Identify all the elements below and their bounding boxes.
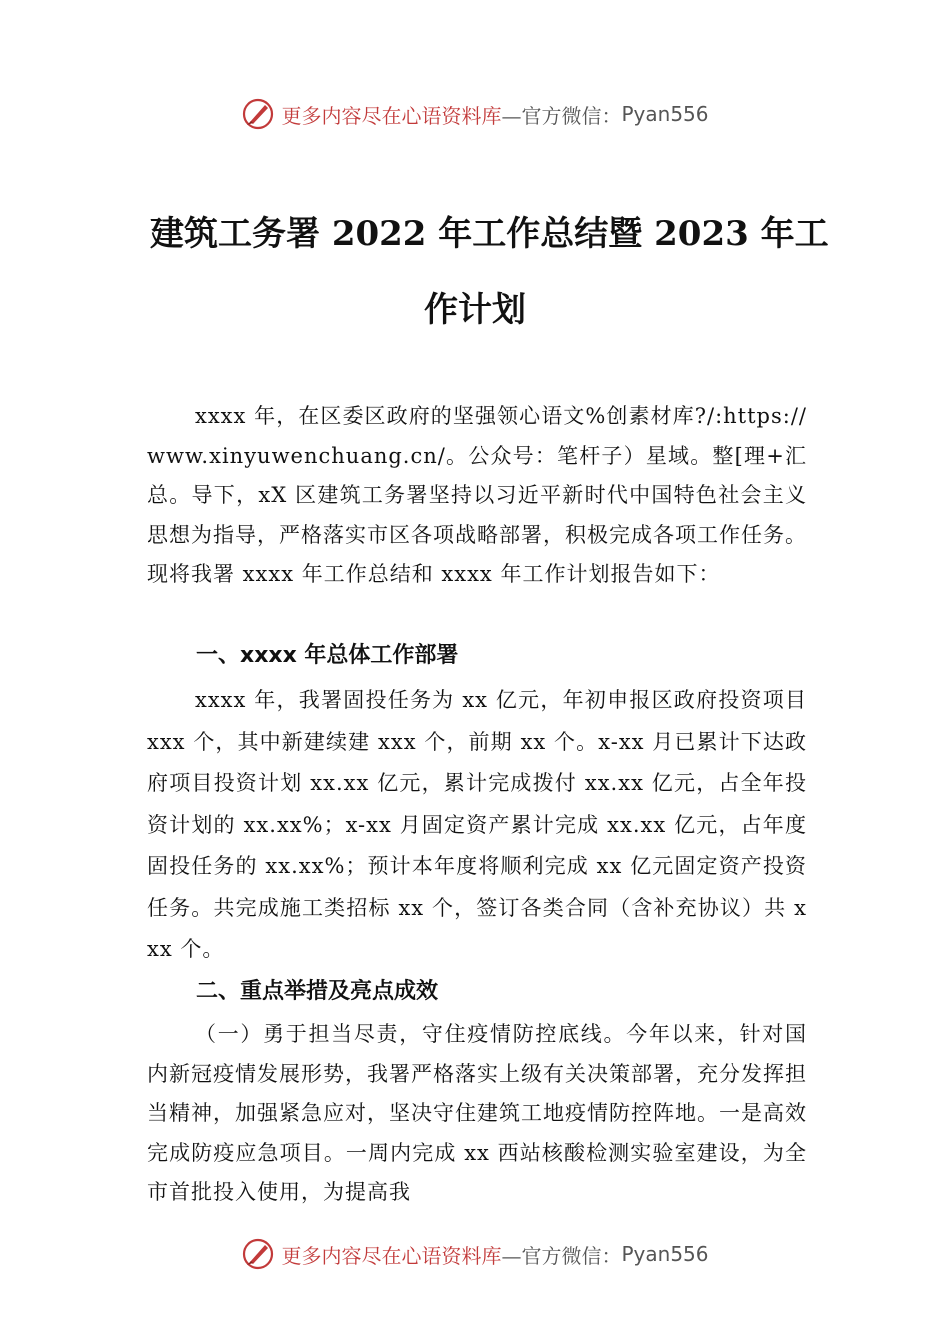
banner-wechat-id: Pyan556 (621, 1242, 709, 1266)
header-banner (0, 94, 950, 134)
banner-wechat-label: —官方微信： (501, 1243, 622, 1268)
banner-wechat-label: —官方微信： (501, 103, 622, 128)
intro-paragraph: xxxx 年，在区委区政府的坚强领心语文%创素材库?/:https://www.xinyuwenchuang.cn/。公众号：笔杆子）星域。整[理+汇总。导下，xX 区建筑工务署坚持以习近平新时代中国特色社会主义思想为指导，严格落实市区各项战略部署，积极完成各项工作任务。现将我署 xxxx 年工作总结和 xxxx 年工作计划报告如下： (147, 404, 807, 586)
banner-wechat-id: Pyan556 (621, 102, 709, 126)
pen-circle-logo-icon (241, 97, 275, 131)
section-1-heading: 一、xxxx 年总体工作部署 (196, 643, 459, 668)
document-title-line-1: 建筑工务署 2022 年工作总结暨 2023 年工 (150, 214, 829, 254)
section-2-paragraph: （一）勇于担当尽责，守住疫情防控底线。今年以来，针对国内新冠疫情发展形势，我署严格落实上级有关决策部署，充分发挥担当精神，加强紧急应对，坚决守住建筑工地疫情防控阵地。一是高效完成防疫应急项目。一周内完成 xx 西站核酸检测实验室建设，为全市首批投入使用，为提高我 (147, 1022, 807, 1204)
banner-brand-text: 更多内容尽在心语资料库 (281, 1243, 502, 1268)
pen-circle-logo-icon (241, 1237, 275, 1271)
section-1-paragraph: xxxx 年，我署固投任务为 xx 亿元，年初申报区政府投资项目 xxx 个，其中新建续建 xxx 个，前期 xx 个。x-xx 月已累计下达政府项目投资计划 xx.xx 亿元，累计完成拨付 xx.xx 亿元，占全年投资计划的 xx.xx%；x-xx 月固定资产累计完成 xx.xx 亿元，占年度固投任务的 xx.xx%；预计本年度将顺利完成 xx 亿元固定资产投资任务。共完成施工类招标 xx 个，签订各类合同（含补充协议）共 xxx 个。 (147, 688, 807, 961)
document-title-line-2: 作计划 (424, 290, 526, 330)
section-2-heading: 二、重点举措及亮点成效 (196, 979, 439, 1004)
banner-brand-text: 更多内容尽在心语资料库 (281, 103, 502, 128)
footer-banner (0, 1234, 950, 1274)
